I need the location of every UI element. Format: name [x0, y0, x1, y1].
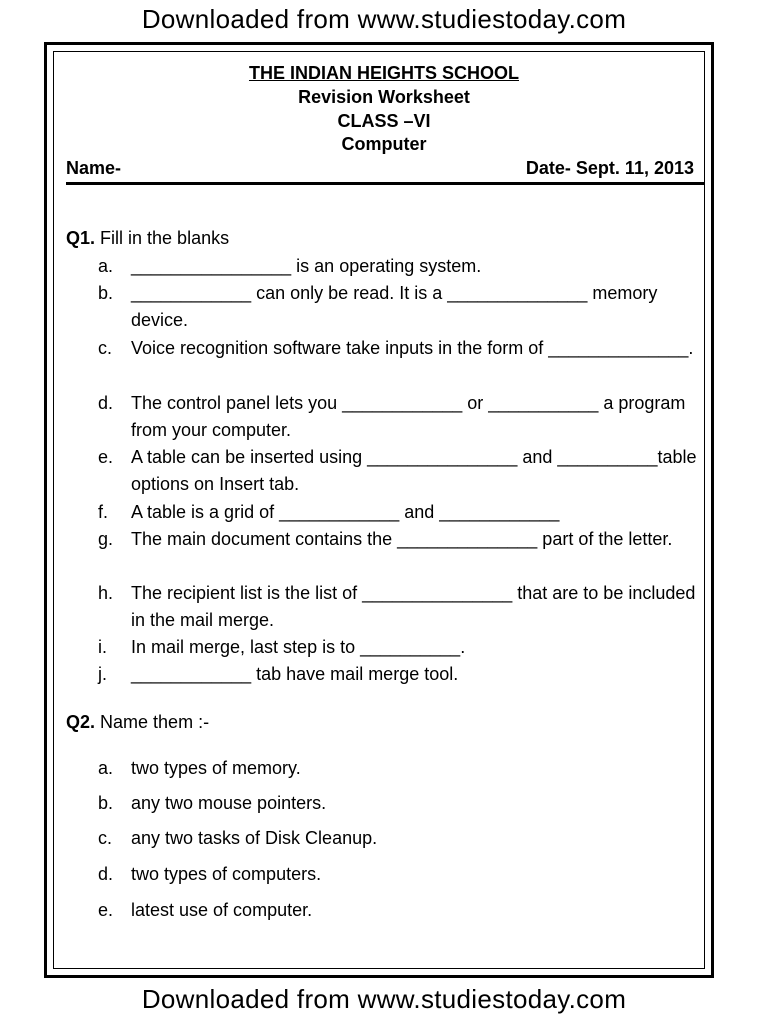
download-banner-bottom: Downloaded from www.studiestoday.com	[141, 984, 627, 1014]
item-text: ____________ tab have mail merge tool.	[131, 664, 459, 684]
q2-number: Q2.	[66, 712, 96, 732]
q1-item-e	[66, 444, 702, 498]
item-letter: e.	[98, 900, 114, 920]
item-letter: f.	[98, 502, 109, 522]
item-letter: e.	[98, 447, 114, 467]
item-text: two types of memory.	[131, 758, 301, 778]
q2-item-c	[66, 825, 702, 852]
q1-item-c	[66, 335, 702, 362]
q1-item-j	[66, 661, 702, 688]
q1-title: Fill in the blanks	[100, 228, 230, 248]
header-divider	[66, 182, 704, 185]
item-letter: h.	[98, 583, 114, 603]
q1-item-d	[66, 390, 702, 444]
item-text: any two mouse pointers.	[131, 793, 327, 813]
q1-item-h	[66, 580, 702, 634]
item-letter: c.	[98, 828, 113, 848]
item-letter: b.	[98, 793, 114, 813]
q1-heading	[66, 228, 229, 249]
q1-item-b	[66, 280, 702, 334]
item-letter: a.	[98, 256, 114, 276]
item-text: The control panel lets you ____________ or ___________ a program from your computer.	[131, 393, 686, 440]
q2-heading	[66, 712, 209, 733]
q2-item-b	[66, 790, 702, 817]
item-letter: g.	[98, 529, 114, 549]
item-letter: j.	[98, 664, 107, 684]
q2-item-d	[66, 861, 702, 888]
date-label: Date- Sept. 11, 2013	[525, 158, 694, 178]
item-letter: d.	[98, 393, 114, 413]
q1-item-i	[66, 634, 702, 661]
q2-item-a	[66, 755, 702, 782]
item-text: any two tasks of Disk Cleanup.	[131, 828, 378, 848]
item-text: The main document contains the ______________ part of the letter.	[131, 529, 673, 549]
q1-item-g	[66, 526, 702, 553]
item-text: A table is a grid of ____________ and ____________	[131, 502, 560, 522]
item-text: Voice recognition software take inputs in the form of ______________.	[131, 338, 694, 358]
q1-number: Q1.	[66, 228, 96, 248]
school-name: THE INDIAN HEIGHTS SCHOOL	[248, 63, 519, 83]
subject-label: Computer	[341, 134, 427, 154]
item-text: ____________ can only be read. It is a ______________ memory device.	[131, 283, 658, 330]
item-text: A table can be inserted using _______________ and __________table options on Insert tab.	[131, 447, 697, 494]
download-banner-top: Downloaded from www.studiestoday.com	[141, 4, 627, 34]
q1-item-a	[66, 253, 702, 280]
worksheet-title: Revision Worksheet	[298, 87, 470, 107]
item-letter: c.	[98, 338, 113, 358]
item-letter: a.	[98, 758, 114, 778]
item-text: two types of computers.	[131, 864, 322, 884]
item-text: ________________ is an operating system.	[131, 256, 482, 276]
name-date-row	[66, 158, 702, 179]
item-text: The recipient list is the list of _______________ that are to be included in the mail merge.	[131, 583, 696, 630]
item-letter: b.	[98, 283, 114, 303]
class-label: CLASS –VI	[337, 111, 431, 131]
q2-title: Name them :-	[100, 712, 210, 732]
item-letter: d.	[98, 864, 114, 884]
q1-item-f	[66, 499, 702, 526]
name-label: Name-	[66, 158, 122, 178]
item-text: In mail merge, last step is to __________.	[131, 637, 466, 657]
item-letter: i.	[98, 637, 107, 657]
item-text: latest use of computer.	[131, 900, 313, 920]
q2-item-e	[66, 897, 702, 924]
